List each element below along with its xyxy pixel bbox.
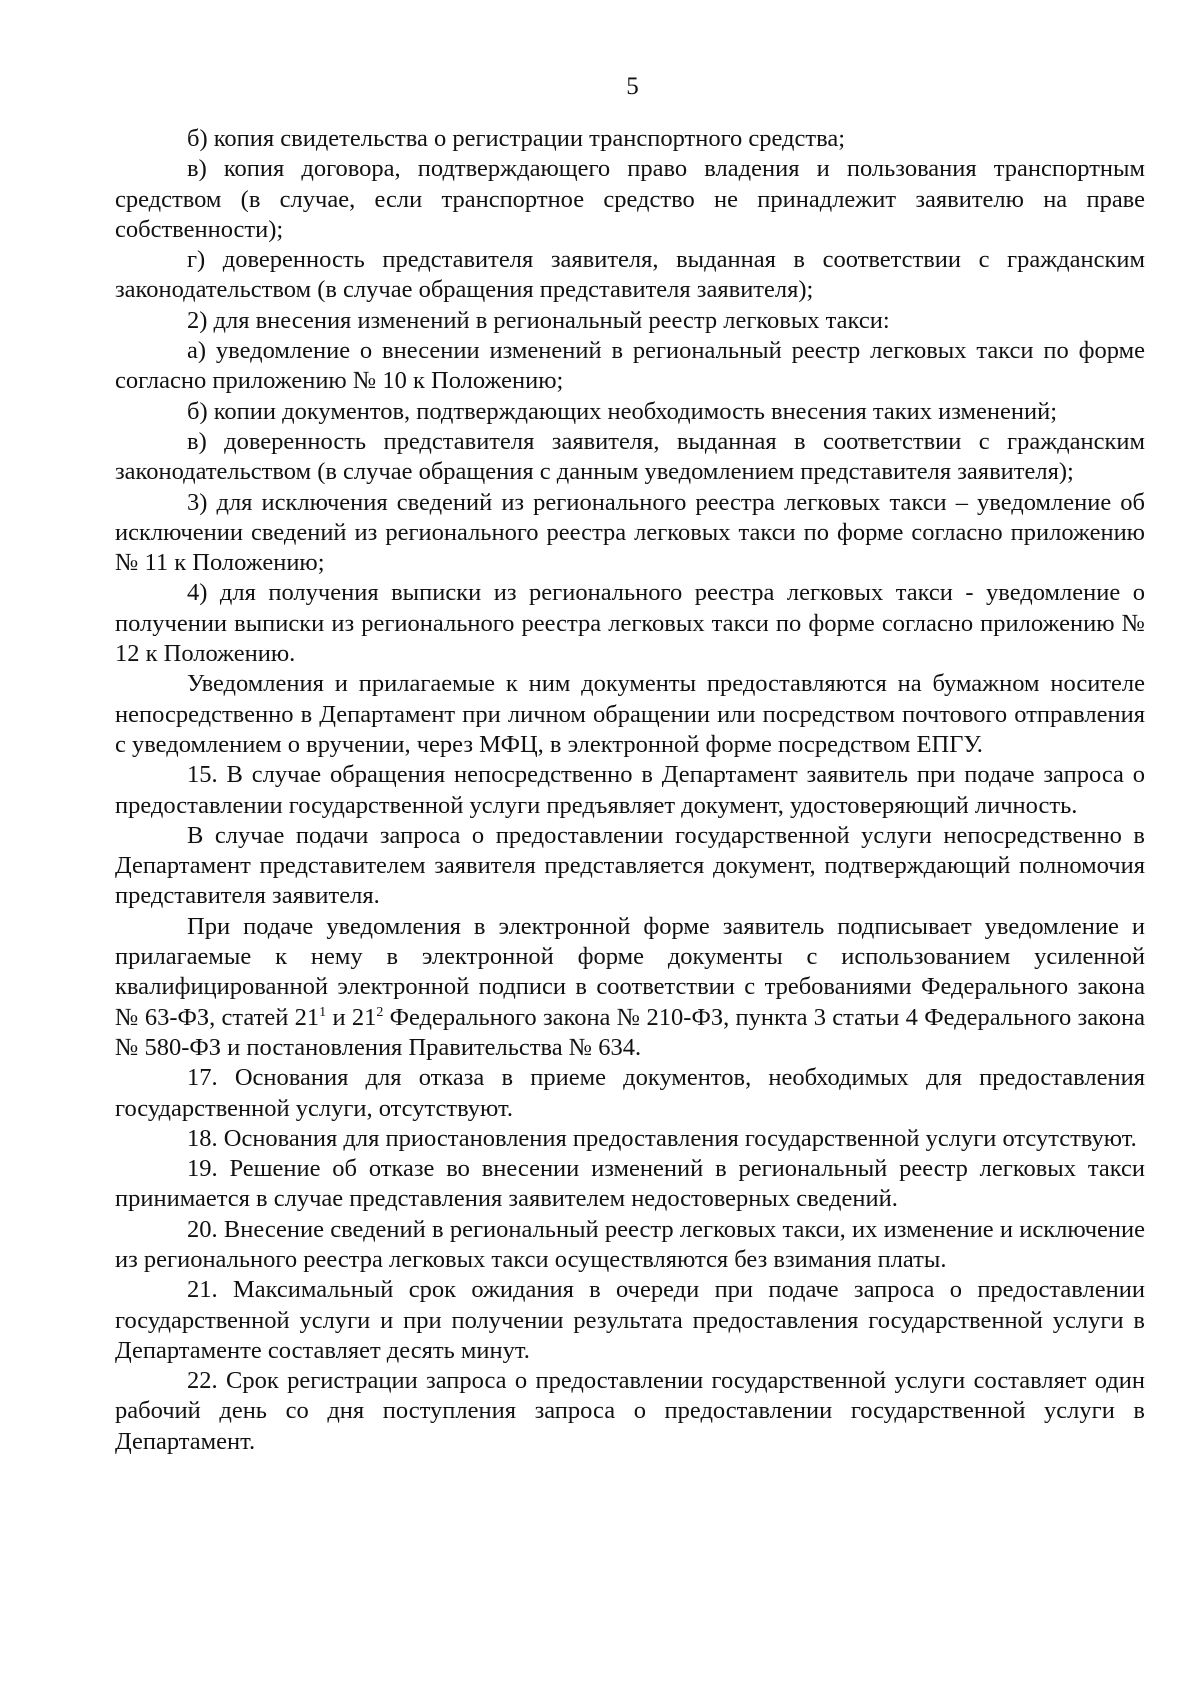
paragraph-representative-authority: В случае подачи запроса о предоставлении государственной услуги непосредственно в Департамент представителем заявителя представляется документ, подтверждающий полномочия представителя заявителя. <box>115 821 1145 910</box>
paragraph-item-2-changes-in-registry: 2) для внесения изменений в региональный реестр легковых такси: <box>187 306 890 334</box>
paragraph-submission-methods: Уведомления и прилагаемые к ним документы предоставляются на бумажном носителе непосредственно в Департамент при личном обращении или посредством почтового отправления с уведомлением о вручении, через МФЦ, в электронной форме посредством ЕПГУ. <box>115 670 1145 758</box>
paragraph-21-max-waiting-time: 21. Максимальный срок ожидания в очереди при подаче запроса о предоставлении государственной услуги и при получении результата предоставления государственной услуги в Департаменте составляет десять минут. <box>115 1276 1145 1364</box>
signature-text-part-3: Федерального закона № 210-ФЗ, пункта 3 статьи 4 Федерального закона № 580-ФЗ и постановления Правительства № 634. <box>115 1003 1145 1061</box>
signature-text-part-1: При подаче уведомления в электронной форме заявитель подписывает уведомление и прилагаемые к нему в электронной форме документы с использованием усиленной квалифицированной электронной подписи в соответствии с требованиями Федерального закона № 63-ФЗ, статей 21 <box>115 912 1145 1031</box>
paragraph-item-b-vehicle-registration: б) копия свидетельства о регистрации транспортного средства; <box>187 125 846 152</box>
paragraph-item-v-representative-attorney: в) доверенность представителя заявителя, выданная в соответствии с гражданским законодательством (в случае обращения с данным уведомлением представителя заявителя); <box>115 427 1145 486</box>
paragraph-15-identity-document: 15. В случае обращения непосредственно в Департамент заявитель при подаче запроса о предоставлении государственной услуги предъявляет документ, удостоверяющий личность. <box>115 761 1145 819</box>
signature-text-part-2: и 21 <box>326 1003 377 1031</box>
paragraph-item-b-supporting-copies: б) копии документов, подтверждающих необходимость внесения таких изменений; <box>187 397 1058 425</box>
paragraph-item-g-power-of-attorney: г) доверенность представителя заявителя, выданная в соответствии с гражданским законодательством (в случае обращения представителя заявителя); <box>115 246 1145 304</box>
superscript-1: 1 <box>319 1004 327 1020</box>
document-body <box>115 124 1145 1457</box>
paragraph-17-no-refusal-grounds: 17. Основания для отказа в приеме документов, необходимых для предоставления государственной услуги, отсутствуют. <box>115 1064 1145 1122</box>
paragraph-item-a-change-notice: а) уведомление о внесении изменений в региональный реестр легковых такси по форме согласно приложению № 10 к Положению; <box>115 337 1145 395</box>
paragraph-22-registration-term: 22. Срок регистрации запроса о предоставлении государственной услуги составляет один рабочий день со дня поступления запроса о предоставлении государственной услуги в Департамент. <box>115 1367 1145 1455</box>
paragraph-20-free-of-charge: 20. Внесение сведений в региональный реестр легковых такси, их изменение и исключение из регионального реестра легковых такси осуществляются без взимания платы. <box>115 1215 1145 1273</box>
paragraph-electronic-signature <box>115 912 1145 1063</box>
paragraph-item-4-extract-notice: 4) для получения выписки из регионального реестра легковых такси - уведомление о получении выписки из регионального реестра легковых такси по форме согласно приложению № 12 к Положению. <box>115 579 1145 668</box>
paragraph-item-v-ownership-contract: в) копия договора, подтверждающего право владения и пользования транспортным средством (в случае, если транспортное средство не принадлежит заявителю на праве собственности); <box>115 155 1145 243</box>
superscript-2: 2 <box>376 1004 384 1020</box>
paragraph-18-no-suspension-grounds: 18. Основания для приостановления предоставления государственной услуги отсутствуют. <box>187 1124 1137 1152</box>
paragraph-item-3-exclusion-notice: 3) для исключения сведений из регионального реестра легковых такси – уведомление об исключении сведений из регионального реестра легковых такси по форме согласно приложению № 11 к Положению; <box>115 488 1145 577</box>
page-number: 5 <box>626 73 639 100</box>
paragraph-19-refusal-decision: 19. Решение об отказе во внесении изменений в региональный реестр легковых такси принимается в случае представления заявителем недостоверных сведений. <box>115 1155 1145 1213</box>
